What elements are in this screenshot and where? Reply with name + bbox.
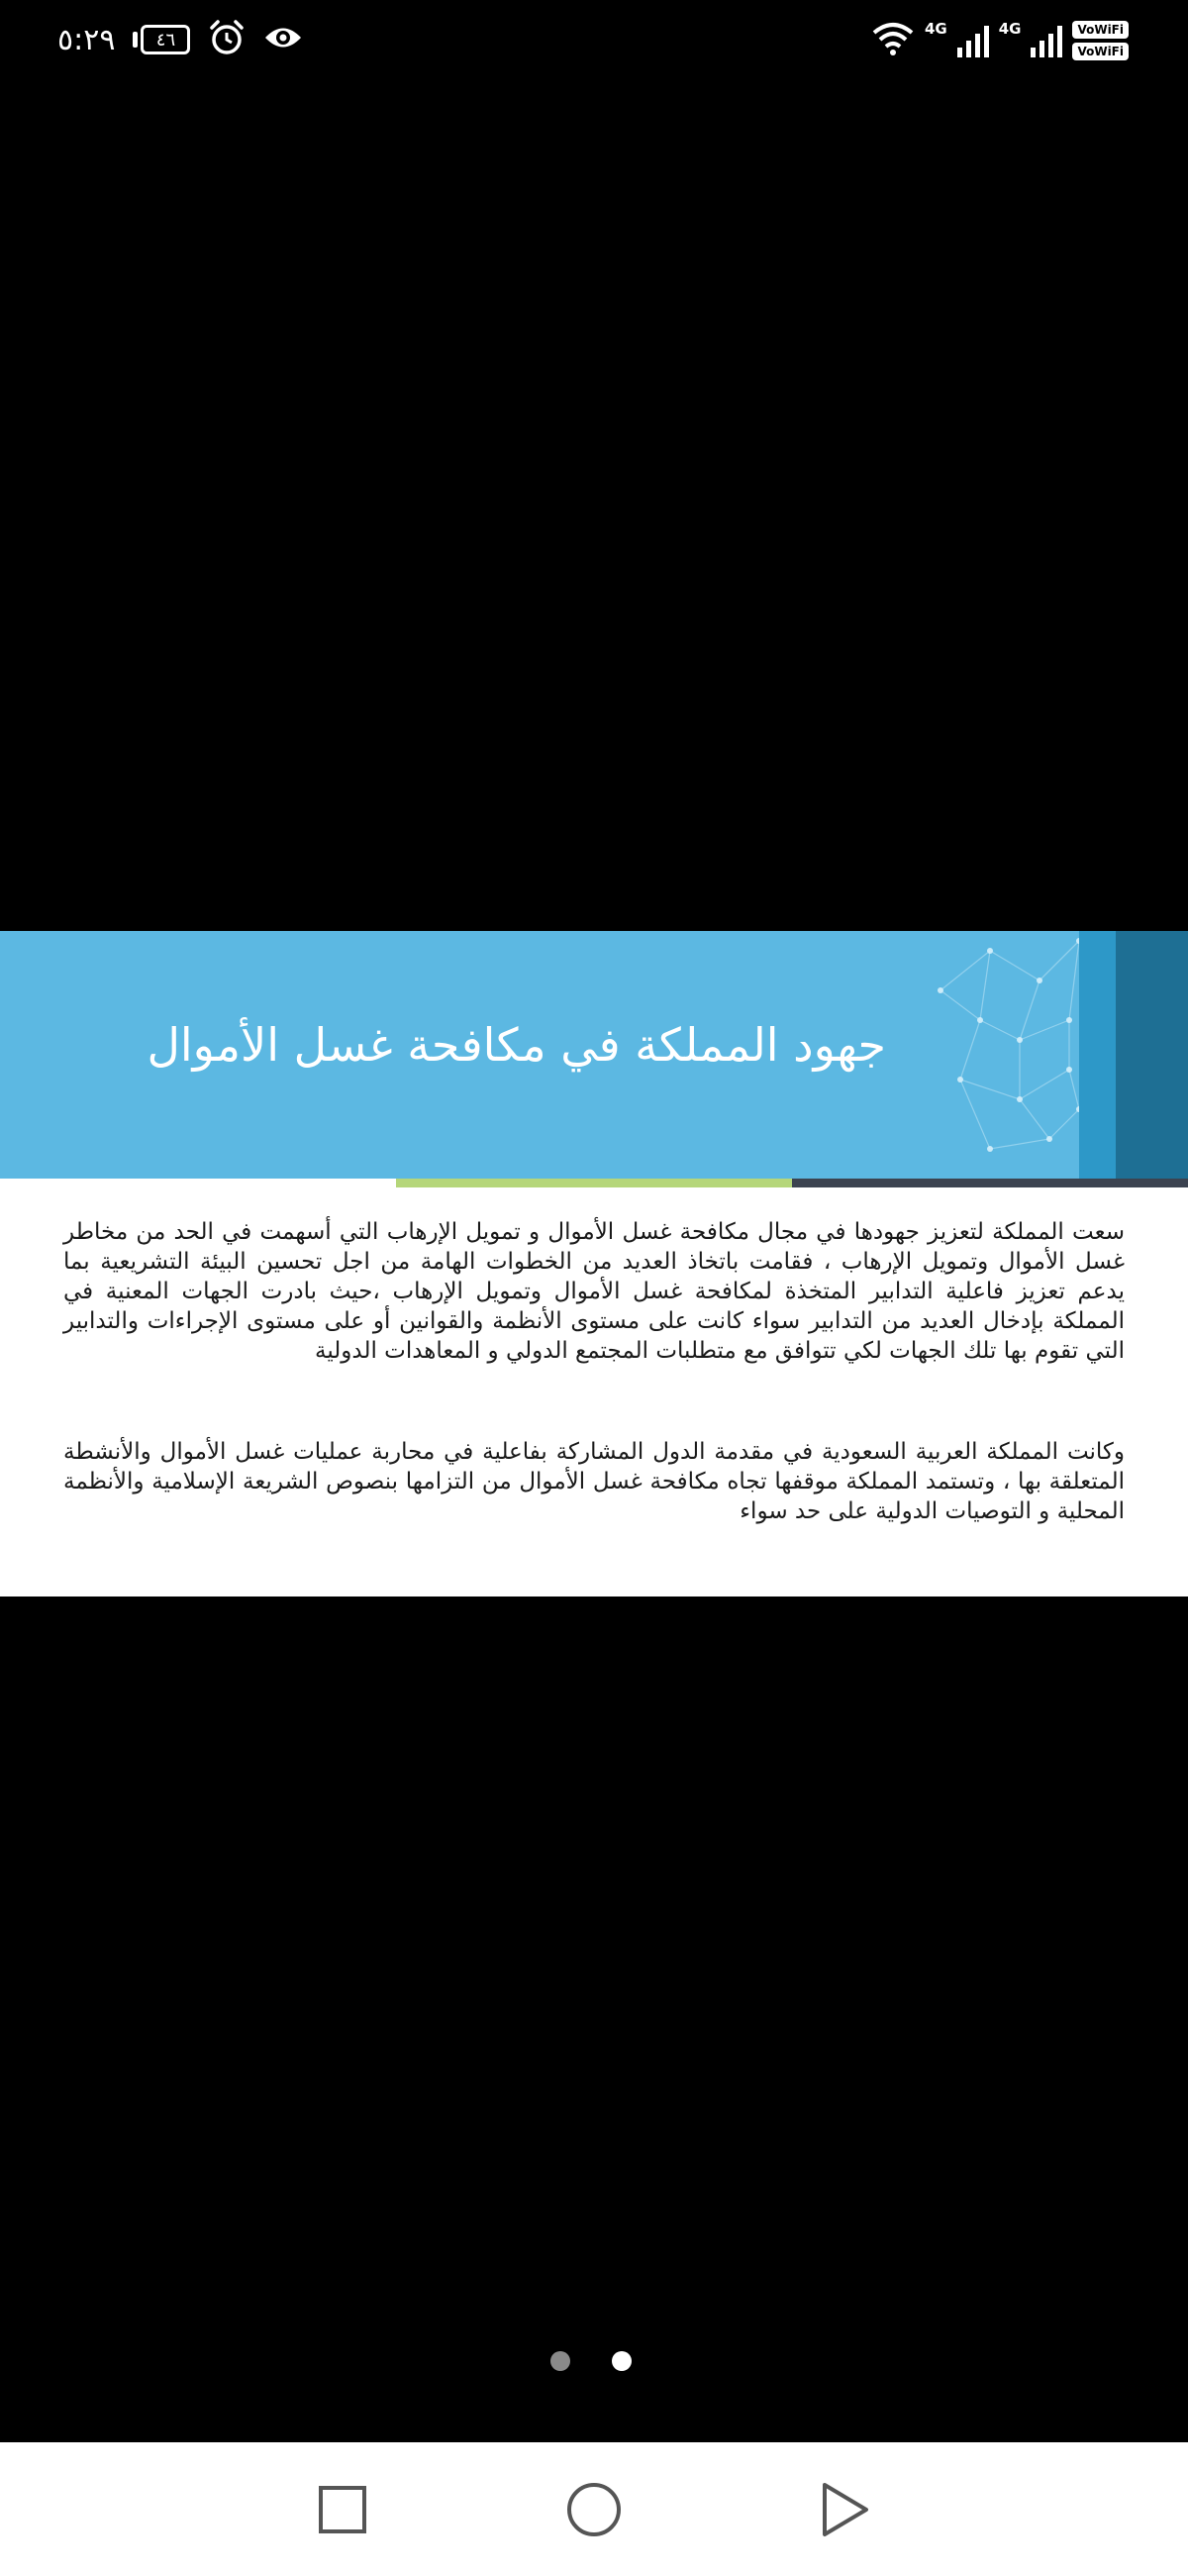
paragraph: سعت المملكة لتعزيز جهودها في مجال مكافحة غسل الأموال و تمويل الإرهاب التي أسهمت في الحد من مخاطر غسل الأموال وتمويل الإرهاب ، فقامت باتخاذ العديد من الخطوات الهامة من اجل تحسين البيئة التشريعية بما يدعم تعزيز فاعلية التدابير المتخذة لمكافحة غسل الأموال وتمويل الإرهاب ،حيث بادرت الجهات المعنية في المملكة بإدخال العديد من التدابير سواء كانت على مستوى الأنظمة والقوانين أو على مستوى الإجراءات والتدابير التي تقوم بها تلك الجهات لكي تتوافق مع متطلبات المجتمع الدولي و المعاهدات الدولية xyxy=(63,1219,1125,1364)
battery-nub xyxy=(133,32,138,48)
signal-icon xyxy=(957,24,989,57)
home-button[interactable] xyxy=(562,2478,626,2541)
vowifi-indicators xyxy=(1072,21,1129,60)
slide-content xyxy=(0,1187,1188,1597)
eye-icon xyxy=(263,23,303,56)
page-indicator xyxy=(550,2351,632,2371)
slide-title: جهود المملكة في مكافحة غسل الأموال xyxy=(147,1018,886,1072)
clock: ٥:٢٩ xyxy=(57,22,116,57)
back-button[interactable] xyxy=(814,2478,877,2541)
back-icon xyxy=(819,2481,872,2538)
page-dot-active[interactable] xyxy=(612,2351,632,2371)
status-bar xyxy=(0,0,1188,79)
network-type-1: 4G xyxy=(924,20,947,38)
geometric-pattern-icon xyxy=(921,931,1089,1179)
wifi-icon xyxy=(871,21,915,60)
status-bar-left xyxy=(57,18,303,61)
navigation-bar xyxy=(0,2442,1188,2576)
signal-icon xyxy=(1031,24,1062,57)
status-bar-right xyxy=(871,16,1129,65)
recents-icon xyxy=(317,2484,368,2535)
vowifi-badge: VoWiFi xyxy=(1072,43,1129,60)
paragraph: وكانت المملكة العربية السعودية في مقدمة الدول المشاركة بفاعلية في محاربة عمليات غسل الأموال والأنشطة المتعلقة بها ، وتستمد المملكة موقفها تجاه مكافحة غسل الأموال من التزامها بنصوص الشريعة الإسلامية والأنظمة المحلية و التوصيات الدولية على حد سواء xyxy=(63,1439,1125,1524)
slide-image[interactable] xyxy=(0,931,1188,1597)
recents-button[interactable] xyxy=(311,2478,374,2541)
slide-banner xyxy=(0,931,1188,1179)
banner-stripe xyxy=(1079,931,1116,1179)
divider-accent-dark xyxy=(792,1179,1188,1187)
banner-stripe xyxy=(1116,931,1188,1179)
home-icon xyxy=(565,2481,623,2538)
vowifi-badge: VoWiFi xyxy=(1072,21,1129,39)
network-type-2: 4G xyxy=(998,20,1022,38)
battery-level: ٤٦ xyxy=(141,25,190,54)
page-dot[interactable] xyxy=(550,2351,570,2371)
battery-icon xyxy=(133,25,190,54)
alarm-icon xyxy=(208,19,246,60)
divider-accent-green xyxy=(396,1179,792,1187)
